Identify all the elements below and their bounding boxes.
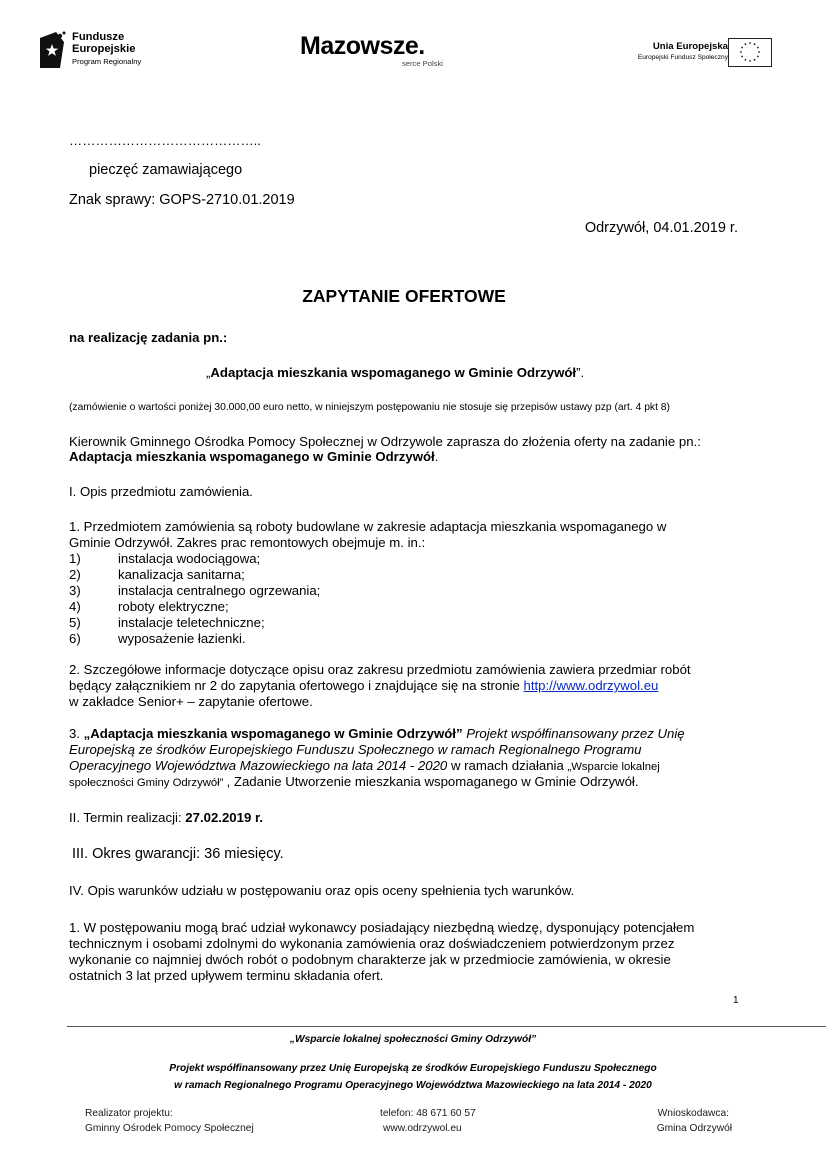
footer-applicant-label: Wnioskodawca: — [657, 1108, 729, 1119]
list-number: 2) — [69, 567, 81, 582]
footer-motto: „Wsparcie lokalnej społeczności Gminy Odrzywół” — [289, 1034, 537, 1045]
ue-logo-line2: Europejski Fundusz Społeczny — [637, 54, 728, 61]
intro-line-2-end: . — [434, 449, 439, 464]
paragraph-3-line-4-small: społeczności Gminy Odrzywół” — [69, 777, 227, 789]
place-date: Odrzywół, 04.01.2019 r. — [584, 220, 738, 236]
list-text: instalacja centralnego ogrzewania; — [118, 583, 321, 598]
fe-logo-line2: Europejskie — [72, 43, 136, 55]
list-item — [69, 567, 245, 583]
list-text: instalacja wodociągowa; — [118, 551, 261, 566]
paragraph-3-line-2: Europejską ze środków Europejskiego Funduszu Społecznego w ramach Regionalnego Programu — [69, 742, 642, 757]
paragraph-3-line-3-small: „Wsparcie lokalnej — [567, 761, 660, 773]
list-item — [69, 583, 320, 599]
list-number: 4) — [69, 599, 81, 614]
list-item — [69, 615, 265, 631]
task-name: Adaptacja mieszkania wspomaganego w Gminie Odrzywół — [210, 365, 577, 380]
intro-line-1: Kierownik Gminnego Ośrodka Pomocy Społecznej w Odrzywole zaprasza do złożenia oferty na zadanie pn.: — [69, 434, 701, 449]
footer-phone: telefon: 48 671 60 57 — [380, 1108, 476, 1119]
legal-note: (zamówienie o wartości poniżej 30.000,00 euro netto, w niniejszym postępowaniu nie stosuje się przepisów ustawy pzp (art. 4 pkt 8) — [69, 402, 670, 413]
list-number: 3) — [69, 583, 81, 598]
document-subtitle: na realizację zadania pn.: — [69, 330, 228, 345]
fe-logo-line1: Fundusze — [72, 31, 125, 43]
paragraph-2-line-3: w zakładce Senior+ – zapytanie ofertowe. — [69, 694, 313, 709]
mazowsze-logo-tagline: serce Polski — [402, 59, 443, 68]
paragraph-1-line-1: 1. Przedmiotem zamówienia są roboty budowlane w zakresie adaptacja mieszkania wspomaganego w — [69, 519, 667, 534]
paragraph-1-line-2: Gminie Odrzywół. Zakres prac remontowych obejmuje m. in.: — [69, 535, 426, 550]
paragraph-2-line-2-text: będący załącznikiem nr 2 do zapytania ofertowego i znajdujące się na stronie — [69, 678, 524, 693]
list-text: instalacje teletechniczne; — [118, 615, 265, 630]
section-2-heading — [69, 810, 263, 826]
stamp-label: pieczęć zamawiającego — [89, 162, 243, 178]
eu-flag-icon — [728, 38, 772, 67]
list-number: 1) — [69, 551, 81, 566]
section-2-label: II. Termin realizacji: — [69, 810, 186, 825]
paragraph-4-line-3: wykonanie co najmniej dwóch robót o podobnym charakterze jak w przedmiocie zamówienia, w okresie — [69, 952, 671, 967]
ue-logo-line1: Unia Europejska — [652, 41, 728, 52]
section-4-heading: IV. Opis warunków udziału w postępowaniu oraz opis oceny spełnienia tych warunków. — [69, 883, 575, 898]
paragraph-4-line-4: ostatnich 3 lat przed upływem terminu składania ofert. — [69, 968, 384, 983]
list-item — [69, 599, 229, 615]
paragraph-3-line-4-normal: , Zadanie Utworzenie mieszkania wspomaganego w Gminie Odrzywół. — [226, 774, 639, 789]
intro-line-2 — [69, 449, 438, 465]
intro-task-name: Adaptacja mieszkania wspomaganego w Gminie Odrzywół — [69, 449, 435, 464]
list-item — [69, 551, 260, 567]
section-2-date: 27.02.2019 r. — [185, 810, 264, 825]
paragraph-4-line-2: technicznym i osobami zdolnymi do wykonania zamówienia oraz doświadczeniem potwierdzonym przez — [69, 936, 675, 951]
list-text: roboty elektryczne; — [118, 599, 229, 614]
stamp-dots: …………………………………….. — [69, 133, 261, 148]
paragraph-3-line-3-normal: w ramach działania — [450, 758, 568, 773]
fe-star-logo-icon — [38, 30, 68, 70]
paragraph-3-line-3-italic: Operacyjnego Województwa Mazowieckiego na lata 2014 - 2020 — [69, 758, 451, 773]
list-item — [69, 631, 246, 647]
footer-divider — [67, 1026, 826, 1027]
paragraph-3-italic-start: Projekt współfinansowany przez Unię — [462, 726, 685, 741]
unia-europejska-logo — [620, 38, 776, 68]
task-name-open-quote: „ — [206, 365, 211, 380]
fe-logo-line3: Program Regionalny — [72, 57, 142, 66]
footer-applicant-value: Gmina Odrzywół — [656, 1123, 732, 1134]
footer-line-2: w ramach Regionalnego Programu Operacyjnego Województwa Mazowieckiego na lata 2014 - 2020 — [174, 1080, 652, 1091]
odrzywol-website-link[interactable]: http://www.odrzywol.eu — [523, 678, 659, 693]
paragraph-3-number: 3. — [69, 726, 84, 741]
section-3-heading: III. Okres gwarancji: 36 miesięcy. — [72, 846, 284, 862]
mazowsze-logo-name: Mazowsze. — [300, 32, 425, 60]
page-number: 1 — [733, 995, 739, 1006]
list-number: 6) — [69, 631, 81, 646]
section-1-heading: I. Opis przedmiotu zamówienia. — [69, 484, 253, 499]
footer-website: www.odrzywol.eu — [383, 1123, 462, 1134]
footer-realizator-label: Realizator projektu: — [85, 1108, 173, 1119]
list-text: kanalizacja sanitarna; — [118, 567, 245, 582]
paragraph-2-line-1: 2. Szczegółowe informacje dotyczące opisu oraz zakresu przedmiotu zamówienia zawiera przedmiar robót — [69, 662, 691, 677]
paragraph-3-line-3 — [69, 758, 660, 775]
case-number: Znak sprawy: GOPS-2710.01.2019 — [69, 192, 295, 208]
footer-realizator-value: Gminny Ośrodek Pomocy Społecznej — [85, 1123, 254, 1134]
footer-line-1: Projekt współfinansowany przez Unię Europejską ze środków Europejskiego Funduszu Społecznego — [169, 1063, 657, 1074]
paragraph-2-line-2 — [69, 678, 658, 694]
paragraph-3-line-4 — [69, 774, 639, 791]
mazowsze-logo — [300, 32, 460, 72]
task-name-close-quote: ”. — [576, 365, 585, 380]
paragraph-3-task-name: „Adaptacja mieszkania wspomaganego w Gminie Odrzywół” — [83, 726, 463, 741]
document-title: ZAPYTANIE OFERTOWE — [302, 286, 506, 306]
list-text: wyposażenie łazienki. — [118, 631, 246, 646]
paragraph-4-line-1: 1. W postępowaniu mogą brać udział wykonawcy posiadający niezbędną wiedzę, dysponujący potencjałem — [69, 920, 695, 935]
list-number: 5) — [69, 615, 81, 630]
task-name-line — [206, 365, 584, 381]
paragraph-3-line-1 — [69, 726, 685, 742]
fundusze-europejskie-logo — [38, 30, 168, 72]
